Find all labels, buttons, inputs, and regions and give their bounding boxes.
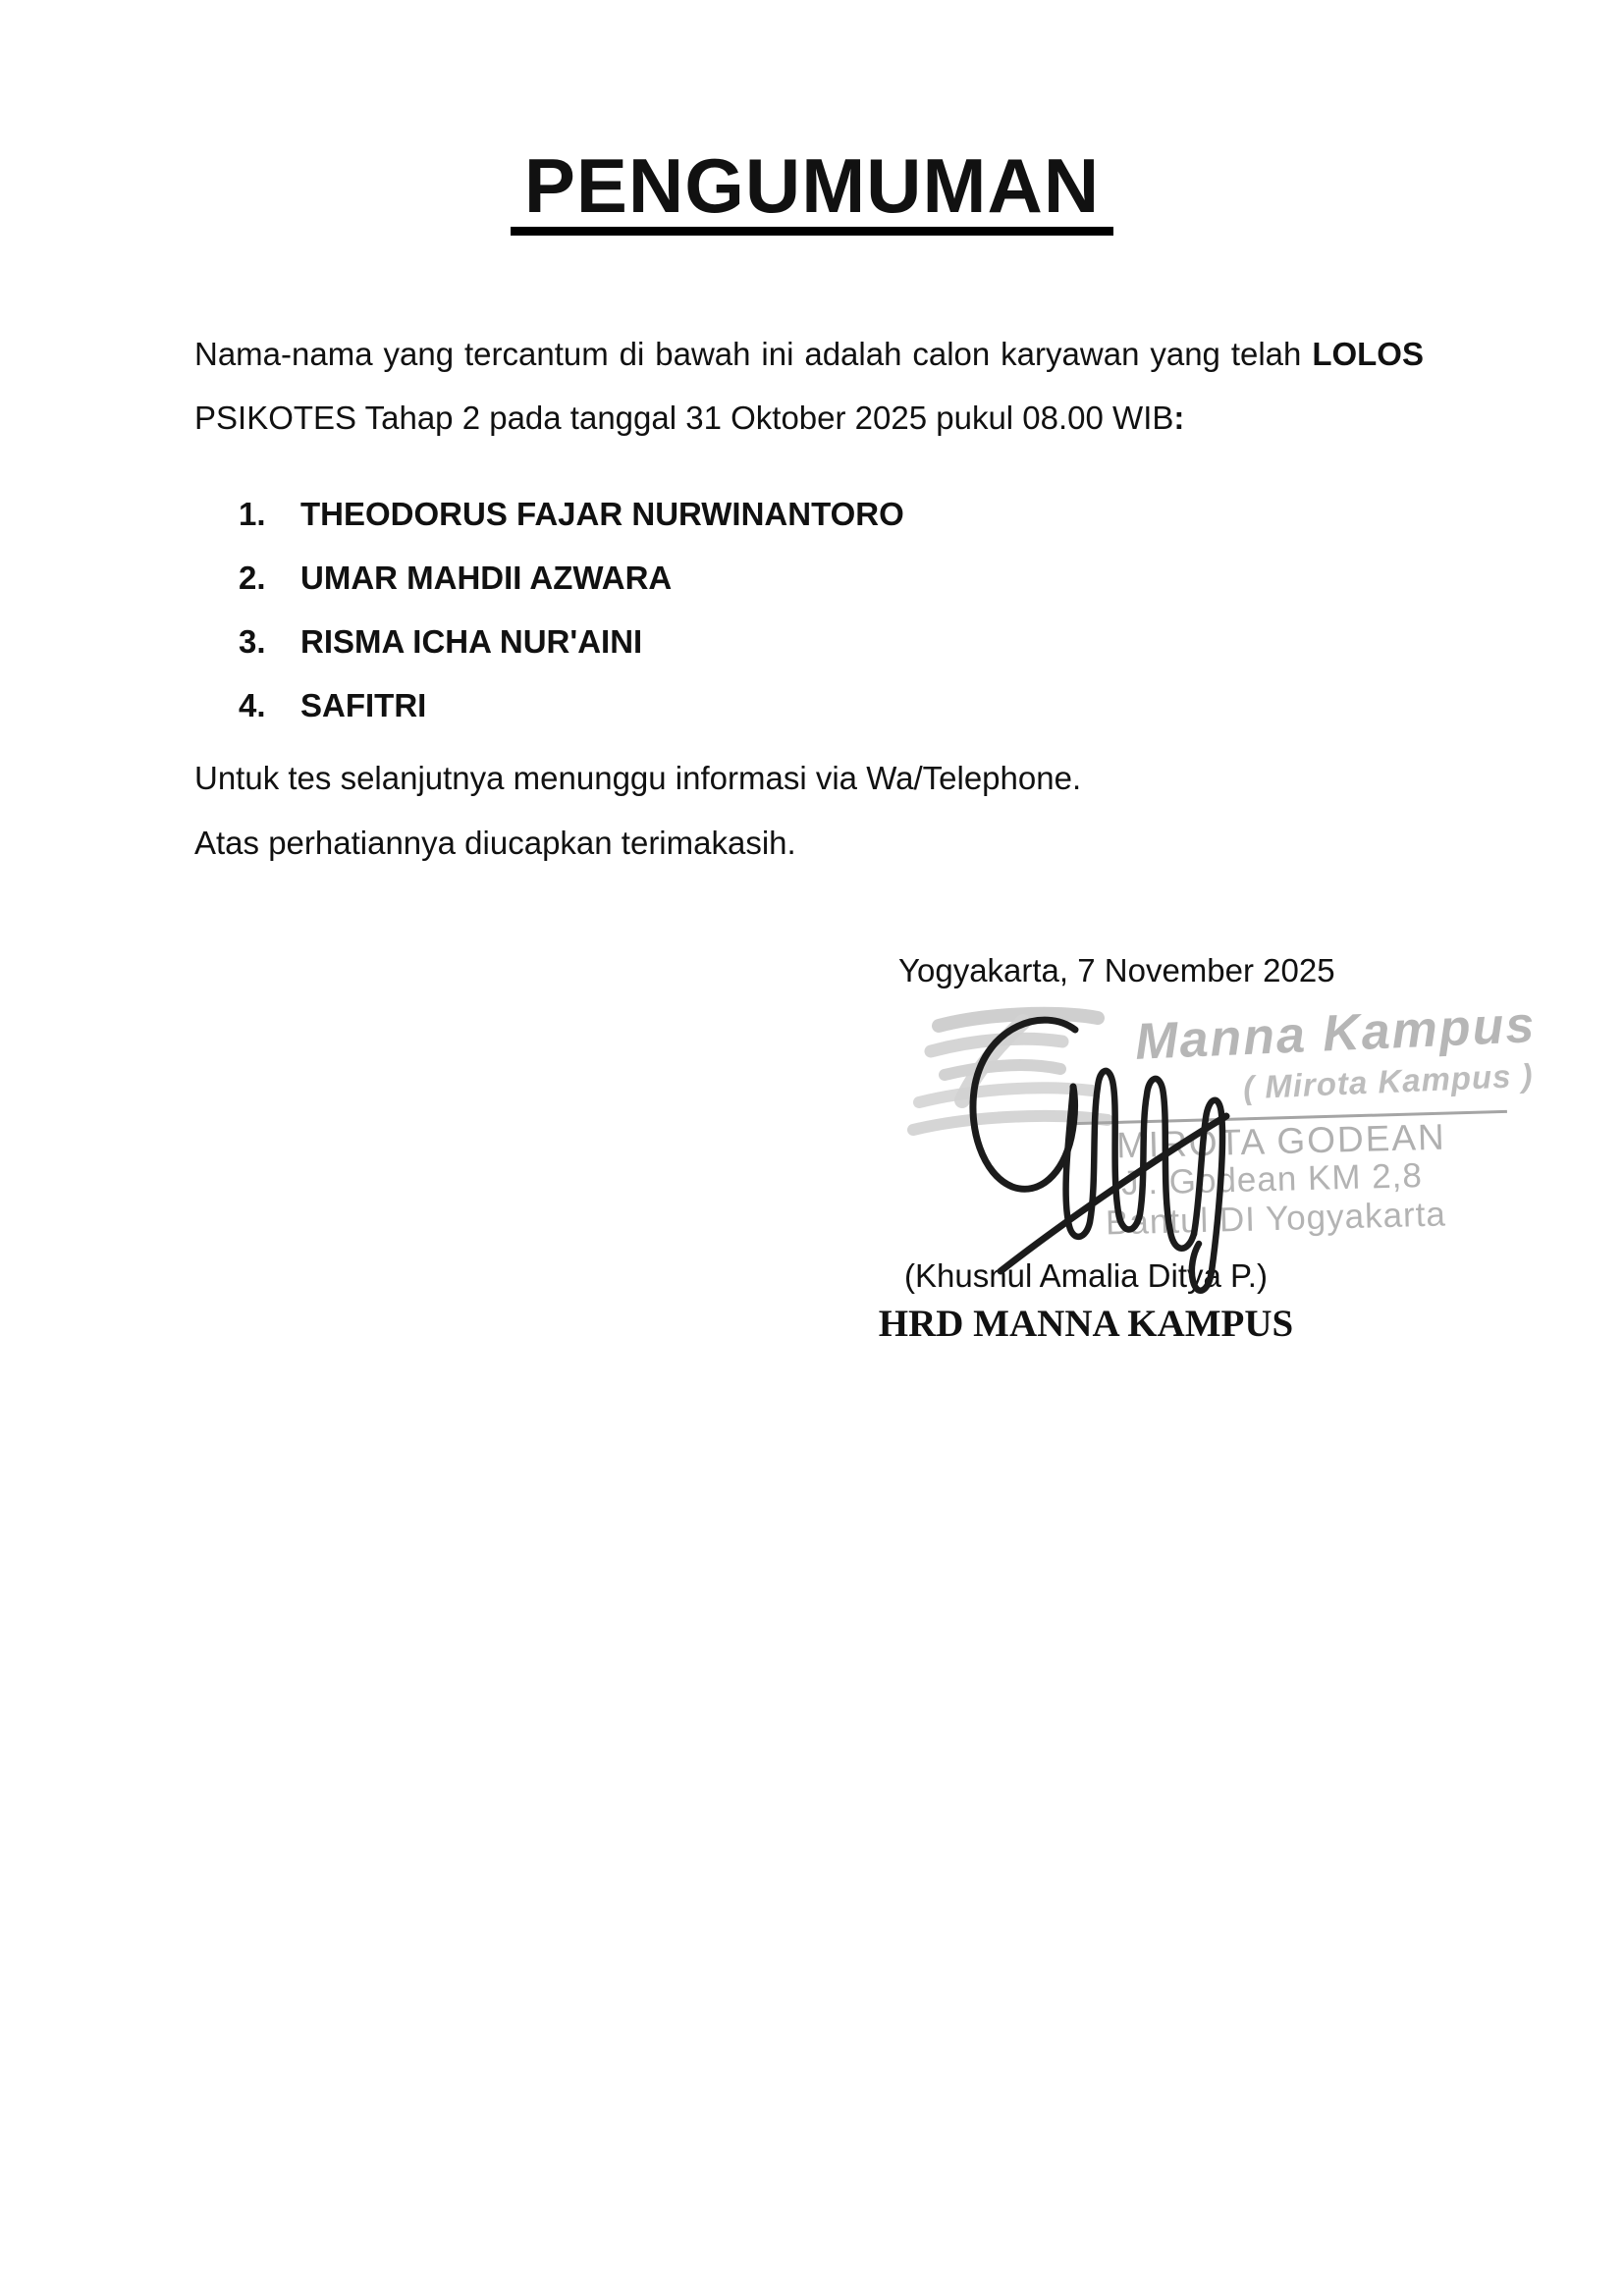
closing-line-thanks: Atas perhatiannya diucapkan terimakasih. (194, 825, 796, 861)
candidate-number: 4. (239, 687, 266, 723)
candidate-name: SAFITRI (300, 687, 427, 723)
page-title: PENGUMUMAN (511, 147, 1113, 236)
candidate-row (194, 482, 1424, 546)
signer-title: HRD MANNA KAMPUS (878, 1303, 1294, 1345)
candidate-number: 1. (239, 496, 266, 532)
intro-bold-lolos: LOLOS (1312, 336, 1424, 372)
signer-name: (Khusnul Amalia Ditya P.) (904, 1257, 1268, 1294)
intro-text-2: PSIKOTES Tahap 2 pada tanggal 31 Oktober 2025 pukul 08.00 WIB (194, 400, 1174, 436)
candidate-number: 3. (239, 623, 266, 660)
document-body (194, 233, 1538, 1350)
stamp-brand-text: Manna Kampus (1133, 996, 1538, 1071)
dateline: Yogyakarta, 7 November 2025 (898, 952, 1335, 988)
intro-bold-colon: : (1173, 400, 1185, 436)
candidate-name: UMAR MAHDII AZWARA (300, 560, 673, 596)
stamp-branch-text: MIROTA GODEAN (1115, 1116, 1447, 1166)
signature-area (194, 996, 1538, 1254)
handwritten-signature (926, 1008, 1260, 1303)
candidate-row (194, 673, 1424, 737)
candidate-name: RISMA ICHA NUR'AINI (300, 623, 643, 660)
candidate-number: 2. (239, 560, 266, 596)
stamp-address-line2: Bantul DI Yogyakarta (1105, 1195, 1447, 1243)
stamp-subbrand-text: ( Mirota Kampus ) (1242, 1056, 1535, 1106)
candidate-row (194, 610, 1424, 673)
stamp-address-line1: Jl. Godean KM 2,8 (1120, 1155, 1424, 1203)
intro-text-1: Nama-nama yang tercantum di bawah ini adalah calon karyawan yang telah (194, 336, 1313, 372)
candidate-row (194, 546, 1424, 610)
candidate-list (194, 482, 1424, 737)
intro-paragraph (194, 322, 1424, 450)
closing-line-next-test: Untuk tes selanjutnya menunggu informasi via Wa/Telephone. (194, 760, 1082, 796)
candidate-name: THEODORUS FAJAR NURWINANTORO (300, 496, 904, 532)
